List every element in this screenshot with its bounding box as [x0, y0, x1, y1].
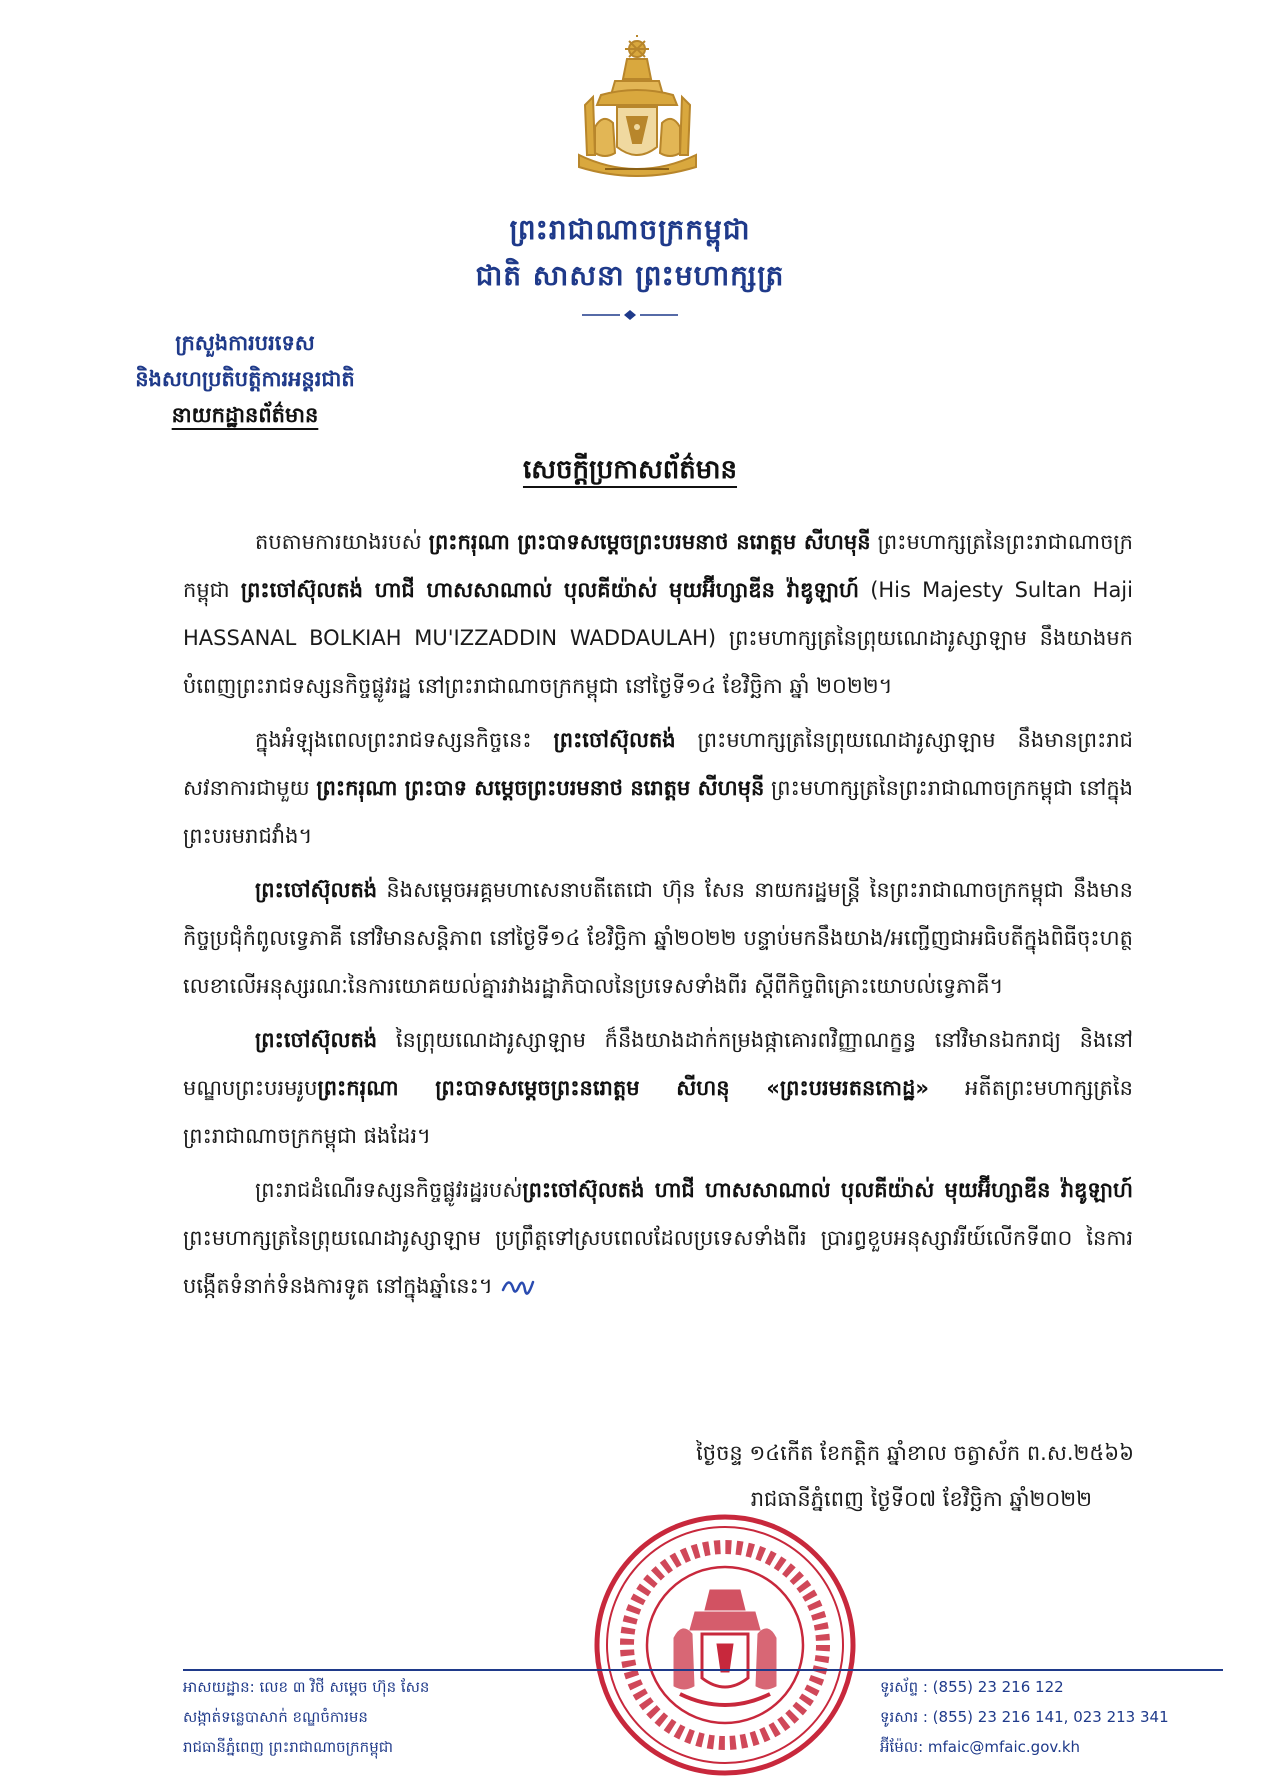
- document-body: [183, 518, 1133, 1316]
- paragraph-5: [183, 1166, 1133, 1310]
- ministry-name-line2: និងសហប្រតិបត្តិការអន្តរជាតិ: [135, 367, 355, 391]
- address-line-2: សង្កាត់ទន្លេបាសាក់ ខណ្ឌចំការមន: [183, 1708, 368, 1726]
- p3-bold-1: ព្រះចៅស៊ុលតង់: [255, 878, 378, 902]
- paragraph-2: [183, 716, 1133, 860]
- p4-bold-1: ព្រះចៅស៊ុលតង់: [255, 1028, 378, 1052]
- p5-bold-1: ព្រះចៅស៊ុលតង់ ហាជី ហាសសាណាល់ បុលគីយ៉ាស់ មុយអ៊ីហ្សាឌីន វ៉ាឌូឡាហ៍: [522, 1178, 1133, 1202]
- footer-divider: [183, 1669, 1223, 1671]
- p4-bold-2: ព្រះករុណា ព្រះបាទសម្តេចព្រះនរោត្តម សីហនុ: [317, 1076, 730, 1100]
- paragraph-1: [183, 518, 1133, 710]
- civil-date: រាជធានីភ្នំពេញ ថ្ងៃទី០៧ ខែវិច្ឆិកា ឆ្នាំ២០២២: [750, 1487, 1092, 1511]
- paragraph-4: [183, 1016, 1133, 1160]
- p5-text-d: ព្រះមហាក្សត្រនៃព្រុយណេដារូស្សាឡាម ប្រព្រឹត្តទៅស្របពេលដែលប្រទេសទាំងពីរ ប្រារព្ធខួបអនុស្សាវរីយ៍លើកទី៣០ នៃការបង្កើតទំនាក់ទំនងការទូត នៅក្នុងឆ្នាំនេះ។: [183, 1226, 1133, 1298]
- p5-text-a: ព្រះរាជដំណើរទស្សនកិច្ចផ្លូវរដ្ឋរបស់: [255, 1178, 523, 1202]
- lunar-date: ថ្ងៃចន្ទ ១៤កើត ខែកត្តិក ឆ្នាំខាល ចត្វាស័ក ព.ស.២៥៦៦: [696, 1441, 1134, 1465]
- divider-ornament-icon: [580, 308, 680, 322]
- official-seal-icon: [590, 1510, 860, 1780]
- department-name: នាយកដ្ឋានព័ត៌មាន: [171, 403, 319, 427]
- p1-text-d: ព្រះមហាក្សត្រនៃព្រុយណេដារូស្សាឡាម នឹងយាងមកបំពេញព្រះរាជទស្សនកិច្ចផ្លូវរដ្ឋ នៅព្រះរាជាណាចក្រកម្ពុជា នៅថ្ងៃទី១៤ ខែវិច្ឆិកា ឆ្នាំ ២០២២។: [183, 626, 1133, 698]
- ministry-name-line1: ក្រសួងការបរទេស: [175, 331, 315, 355]
- footer-address: [183, 1672, 429, 1762]
- national-motto: ជាតិ សាសនា ព្រះមហាក្សត្រ: [475, 259, 785, 292]
- address-line-1: អាសយដ្ឋាន: លេខ ៣ វិថី សម្តេច ហ៊ុន សែន: [183, 1678, 430, 1696]
- p1-bold-1: ព្រះករុណា ព្រះបាទសម្តេចព្រះបរមនាថ នរោត្តម សីហមុនី: [428, 530, 871, 554]
- p1-text-a: តបតាមការយាងរបស់: [255, 530, 429, 554]
- p2-bold-2: ព្រះករុណា ព្រះបាទ សម្តេចព្រះបរមនាថ នរោត្តម សីហមុនី: [316, 776, 765, 800]
- p1-text-c: ព្រះមហាក្សត្រនៃព្រះរាជាណាចក្រកម្ពុជា: [183, 530, 1133, 602]
- p3-text-d: និងសម្តេចអគ្គមហាសេនាបតីតេជោ ហ៊ុន សែន នាយករដ្ឋមន្ត្រី នៃព្រះរាជាណាចក្រកម្ពុជា នឹងមានកិច្ចប្រជុំកំពូលទ្វេភាគី នៅវិមានសន្តិភាព នៅថ្ងៃទី១៤ ខែវិច្ឆិកា ឆ្នាំ២០២២ បន្ទាប់មកនឹងយាង/អញ្ជើញជាអធិបតីក្នុងពិធីចុះហត្ថលេខាលើអនុស្សរណៈនៃការយោគយល់គ្នារវាងរដ្ឋាភិបាលនៃប្រទេសទាំងពីរ ស្តីពីកិច្ចពិគ្រោះយោបល់ទ្វេភាគី។: [183, 878, 1133, 998]
- kingdom-name: ព្រះរាជាណាចក្រកម្ពុជា: [509, 213, 751, 246]
- p1-english-name: (His Majesty Sultan Haji HASSANAL BOLKIAH MU'IZZADDIN WADDAULAH): [183, 578, 1133, 650]
- ministry-header: [95, 325, 395, 433]
- email-address[interactable]: អ៊ីម៉ែល: mfaic@mfaic.gov.kh: [880, 1738, 1081, 1756]
- fax-number: ទូរសារ : (855) 23 216 141, 023 213 341: [880, 1708, 1169, 1726]
- royal-coat-of-arms-icon: [565, 35, 710, 185]
- paragraph-3: [183, 866, 1133, 1010]
- footer-contact: [880, 1672, 1169, 1762]
- p4-quoted-title: «ព្រះបរមរតនកោដ្ឋ»: [729, 1076, 929, 1100]
- phone-number: ទូរស័ព្ទ : (855) 23 216 122: [880, 1678, 1064, 1696]
- p1-bold-2: ព្រះចៅស៊ុលតង់ ហាជី ហាសសាណាល់ បុលគីយ៉ាស់ មុយអ៊ីហ្សាឌីន វ៉ាឌូឡាហ៍: [240, 578, 860, 602]
- p2-bold-1: ព្រះចៅស៊ុលតង់: [553, 728, 676, 752]
- document-title: សេចក្តីប្រកាសព័ត៌មាន: [522, 455, 738, 485]
- p4-text-c: នៃព្រុយណេដារូស្សាឡាម ក៏នឹងយាងដាក់កម្រងផ្កាគោរពវិញ្ញាណក្ខន្ធ នៅវិមានឯករាជ្យ និងនៅមណ្ឌបព្រះបរមរូប: [183, 1028, 1133, 1100]
- p2-text-d: ព្រះមហាក្សត្រនៃព្រះរាជាណាចក្រកម្ពុជា នៅក្នុងព្រះបរមរាជវាំង។: [183, 776, 1133, 848]
- address-line-3: រាជធានីភ្នំពេញ ព្រះរាជាណាចក្រកម្ពុជា: [183, 1738, 393, 1756]
- p4-text-d: អតីតព្រះមហាក្សត្រនៃព្រះរាជាណាចក្រកម្ពុជា ផងដែរ។: [183, 1076, 1133, 1148]
- p2-text-a: ក្នុងអំឡុងពេលព្រះរាជទស្សនកិច្ចនេះ: [255, 728, 554, 752]
- initials-scribble-icon: [499, 1272, 539, 1302]
- p2-text-c: ព្រះមហាក្សត្រនៃព្រុយណេដារូស្សាឡាម នឹងមានព្រះរាជសវនាការជាមួយ: [183, 728, 1133, 800]
